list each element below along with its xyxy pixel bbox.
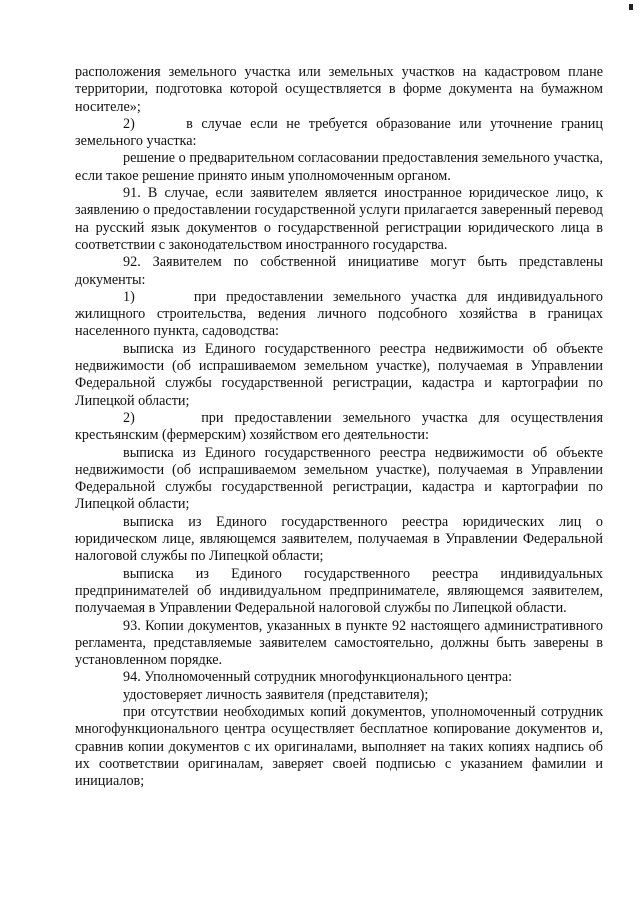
- scan-corner-mark: [629, 4, 633, 10]
- paragraph-92: 92. Заявителем по собственной инициативе могут быть представлены документы:: [75, 254, 603, 288]
- paragraph-identity-check: удостоверяет личность заявителя (представителя);: [123, 686, 429, 703]
- paragraph-copy-certification: при отсутствии необходимых копий документов, уполномоченный сотрудник многофункционального центра осуществляет бесплатное копирование документов и, сравнив копии документов с их оригиналами, выполняет на таких копиях надпись об их соответствии оригиналам, заверяет своей подписью с указанием фамилии и инициалов;: [75, 703, 603, 790]
- paragraph-decision: решение о предварительном согласовании предоставления земельного участка, если такое решение принято иным уполномоченным органом.: [75, 150, 603, 184]
- paragraph-92-item-2: 2) при предоставлении земельного участка для осуществления крестьянским (фермерским) хозяйством его деятельности:: [75, 409, 603, 444]
- paragraph-continuation: расположения земельного участка или земельных участков на кадастровом плане территории, подготовка которой осуществляется в форме документа на бумажном носителе»;: [75, 64, 603, 115]
- paragraph-92-item-1: 1) при предоставлении земельного участка для индивидуального жилищного строительства, ведения личного подсобного хозяйства в границах населенного пункта, садоводства:: [75, 288, 603, 340]
- paragraph-91: 91. В случае, если заявителем является иностранное юридическое лицо, к заявлению о предоставлении государственной услуги прилагается заверенный перевод на русский язык документов о государственной регистрации юридического лица в соответствии с законодательством иностранного государства.: [75, 185, 603, 253]
- paragraph-egrul-extract: выписка из Единого государственного реестра юридических лиц о юридическом лице, являющемся заявителем, получаемая в Управлении Федеральной налоговой службы по Липецкой области;: [75, 513, 603, 565]
- document-body: [75, 64, 603, 790]
- paragraph-94: 94. Уполномоченный сотрудник многофункционального центра:: [123, 669, 513, 686]
- paragraph-item-2: 2) в случае если не требуется образование или уточнение границ земельного участка:: [75, 115, 603, 150]
- paragraph-egrn-extract-1: выписка из Единого государственного реестра недвижимости об объекте недвижимости (об испрашиваемом земельном участке), получаемая в Управлении Федеральной службы государственной регистрации, кадастра и картографии по Липецкой области;: [75, 340, 603, 409]
- paragraph-egrn-extract-2: выписка из Единого государственного реестра недвижимости об объекте недвижимости (об испрашиваемом земельном участке), получаемая в Управлении Федеральной службы государственной регистрации, кадастра и картографии по Липецкой области;: [75, 444, 603, 513]
- paragraph-egrip-extract: выписка из Единого государственного реестра индивидуальных предпринимателей об индивидуальном предпринимателе, являющемся заявителем, получаемая в Управлении Федеральной налоговой службы по Липецкой области.: [75, 565, 603, 617]
- paragraph-93: 93. Копии документов, указанных в пункте 92 настоящего административного регламента, представляемые заявителем самостоятельно, должны быть заверены в установленном порядке.: [75, 617, 603, 669]
